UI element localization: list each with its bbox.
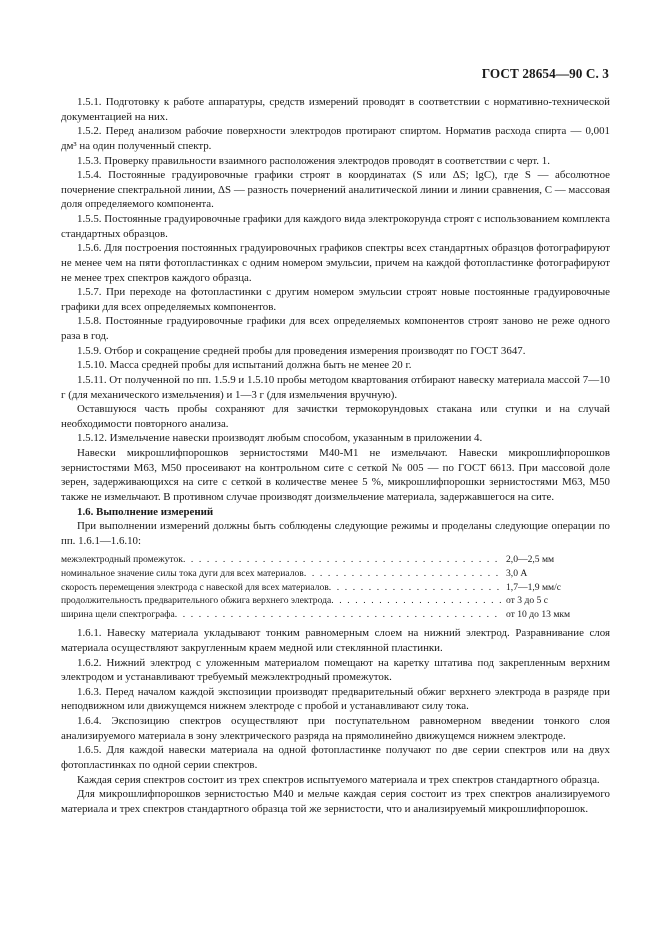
paragraph: 1.6.2. Нижний электрод с уложенным материалом помещают на каретку штатива под закрепленным верхним электродом и устанавливают требуемый межэлектродный промежуток.	[61, 656, 610, 684]
section-intro: При выполнении измерений должны быть соблюдены следующие режимы и проделаны следующие операции по пп. 1.6.1—1.6.10:	[61, 520, 610, 547]
section-heading: 1.6. Выполнение измерений	[77, 505, 214, 518]
dot-leader	[304, 567, 502, 581]
param-row	[61, 608, 610, 622]
document-body	[61, 95, 610, 816]
param-row	[61, 553, 610, 567]
paragraph: 1.6.4. Экспозицию спектров осуществляют при поступательном равномерном введении тонкого слоя анализируемого материала в зону электрического разряда на прямолинейно движущемся нижнем электроде.	[61, 715, 610, 742]
param-value: 2,0—2,5 мм	[506, 554, 555, 566]
param-value: 3,0 А	[506, 567, 528, 579]
param-label: ширина щели спектрографа	[61, 608, 175, 620]
param-label: скорость перемещения электрода с навеской для всех материалов	[61, 581, 329, 593]
paragraph: 1.6.3. Перед началом каждой экспозиции производят предварительный обжиг верхнего электрода в разряде при неподвижном или движущемся нижнем электроде с пробой и устанавливают силу тока.	[61, 685, 610, 713]
dot-leader	[175, 608, 502, 622]
param-label: продолжительность предварительного обжига верхнего электрода	[61, 595, 332, 607]
dot-leader	[183, 553, 502, 567]
param-row	[61, 594, 610, 608]
param-row	[61, 581, 610, 595]
paragraph: 1.5.7. При переходе на фотопластинки с другим номером эмульсии строят новые постоянные градуировочные графики для всех определяемых компонентов.	[61, 286, 610, 313]
dot-leader	[331, 594, 502, 608]
paragraph: 1.5.2. Перед анализом рабочие поверхности электродов протирают спиртом. Норматив расхода спирта — 0,001 дм³ на один полученный спектр.	[61, 125, 610, 152]
dot-leader	[329, 581, 502, 595]
paragraph: 1.5.1. Подготовку к работе аппаратуры, средств измерений проводят в соответствии с нормативно-технической документацией на них.	[61, 96, 610, 123]
paragraph: 1.5.8. Постоянные градуировочные графики для всех определяемых компонентов строят заново не реже одного раза в год.	[61, 315, 610, 342]
paragraph: Навески микрошлифпорошков зернистостями М40-М1 не измельчают. Навески микрошлифпорошков зернистостями М63, М50 просеивают на контрольном сите с сеткой № 005 — по ГОСТ 6613. При массовой доле зерен, задерживающихся на сите с сеткой в количестве менее 5 %, микрошлифпорошки зернистостями М63, М50 также не измельчают. В противном случае производят доизмельчение материала, задержавшегося на сите.	[61, 447, 610, 503]
paragraph: Каждая серия спектров состоит из трех спектров испытуемого материала и трех спектров стандартного образца.	[77, 773, 600, 786]
paragraph: 1.5.4. Постоянные градуировочные графики строят в координатах (S или ΔS; lgC), где S — абсолютное почернение спектральной линии, ΔS — разность почернений аналитической линии и линии сравнения, C — массовая доля определяемого компонента.	[61, 169, 610, 211]
paragraph: 1.5.10. Масса средней пробы для испытаний должна быть не менее 20 г.	[77, 359, 412, 372]
param-label: номинальное значение силы тока дуги для всех материалов	[61, 567, 304, 579]
paragraph: 1.5.9. Отбор и сокращение средней пробы для проведения измерения производят по ГОСТ 3647.	[77, 344, 526, 357]
page-header: ГОСТ 28654—90 С. 3	[481, 66, 609, 81]
paragraph: 1.5.6. Для построения постоянных градуировочных графиков спектры всех стандартных образцов фотографируют не менее чем на пяти фотопластинках с одним номером эмульсии, причем на каждой фотопластинке фотографируют не менее трех спектров каждого образца.	[61, 242, 610, 284]
paragraph: 1.5.12. Измельчение навески производят любым способом, указанным в приложении 4.	[77, 432, 483, 445]
param-value: от 10 до 13 мкм	[506, 608, 571, 620]
paragraph: Для микрошлифпорошков зернистостью М40 и мельче каждая серия состоит из трех спектров анализируемого материала и трех спектров стандартного образца той же зернистости, что и анализируемый микрошлифпорошок.	[61, 788, 610, 815]
param-row	[61, 567, 610, 581]
paragraph: 1.5.5. Постоянные градуировочные графики для каждого вида электрокорунда строят с использованием комплекта стандартных образцов.	[61, 213, 610, 240]
param-value: от 3 до 5 с	[506, 595, 548, 607]
paragraph: Оставшуюся часть пробы сохраняют для зачистки термокорундовых стакана или ступки и на случай необходимости повторного анализа.	[61, 403, 610, 430]
paragraph: 1.6.5. Для каждой навески материала на одной фотопластинке получают по две серии спектров или на двух фотопластинках по одной серии спектров.	[61, 744, 610, 771]
measurement-params-list	[61, 553, 610, 621]
paragraph: 1.5.11. От полученной по пп. 1.5.9 и 1.5.10 пробы методом квартования отбирают навеску материала массой 7—10 г (для механического измельчения) и 1—3 г (для измельчения вручную).	[61, 373, 610, 401]
param-value: 1,7—1,9 мм/с	[506, 581, 562, 593]
param-label: межэлектродный промежуток	[61, 554, 183, 566]
paragraph: 1.5.3. Проверку правильности взаимного расположения электродов проводят в соответствии с черт. 1.	[77, 154, 550, 167]
paragraph: 1.6.1. Навеску материала укладывают тонким равномерным слоем на нижний электрод. Разравнивание слоя материала осуществляют закругленным краем медной или стеклянной пластинки.	[61, 627, 610, 654]
